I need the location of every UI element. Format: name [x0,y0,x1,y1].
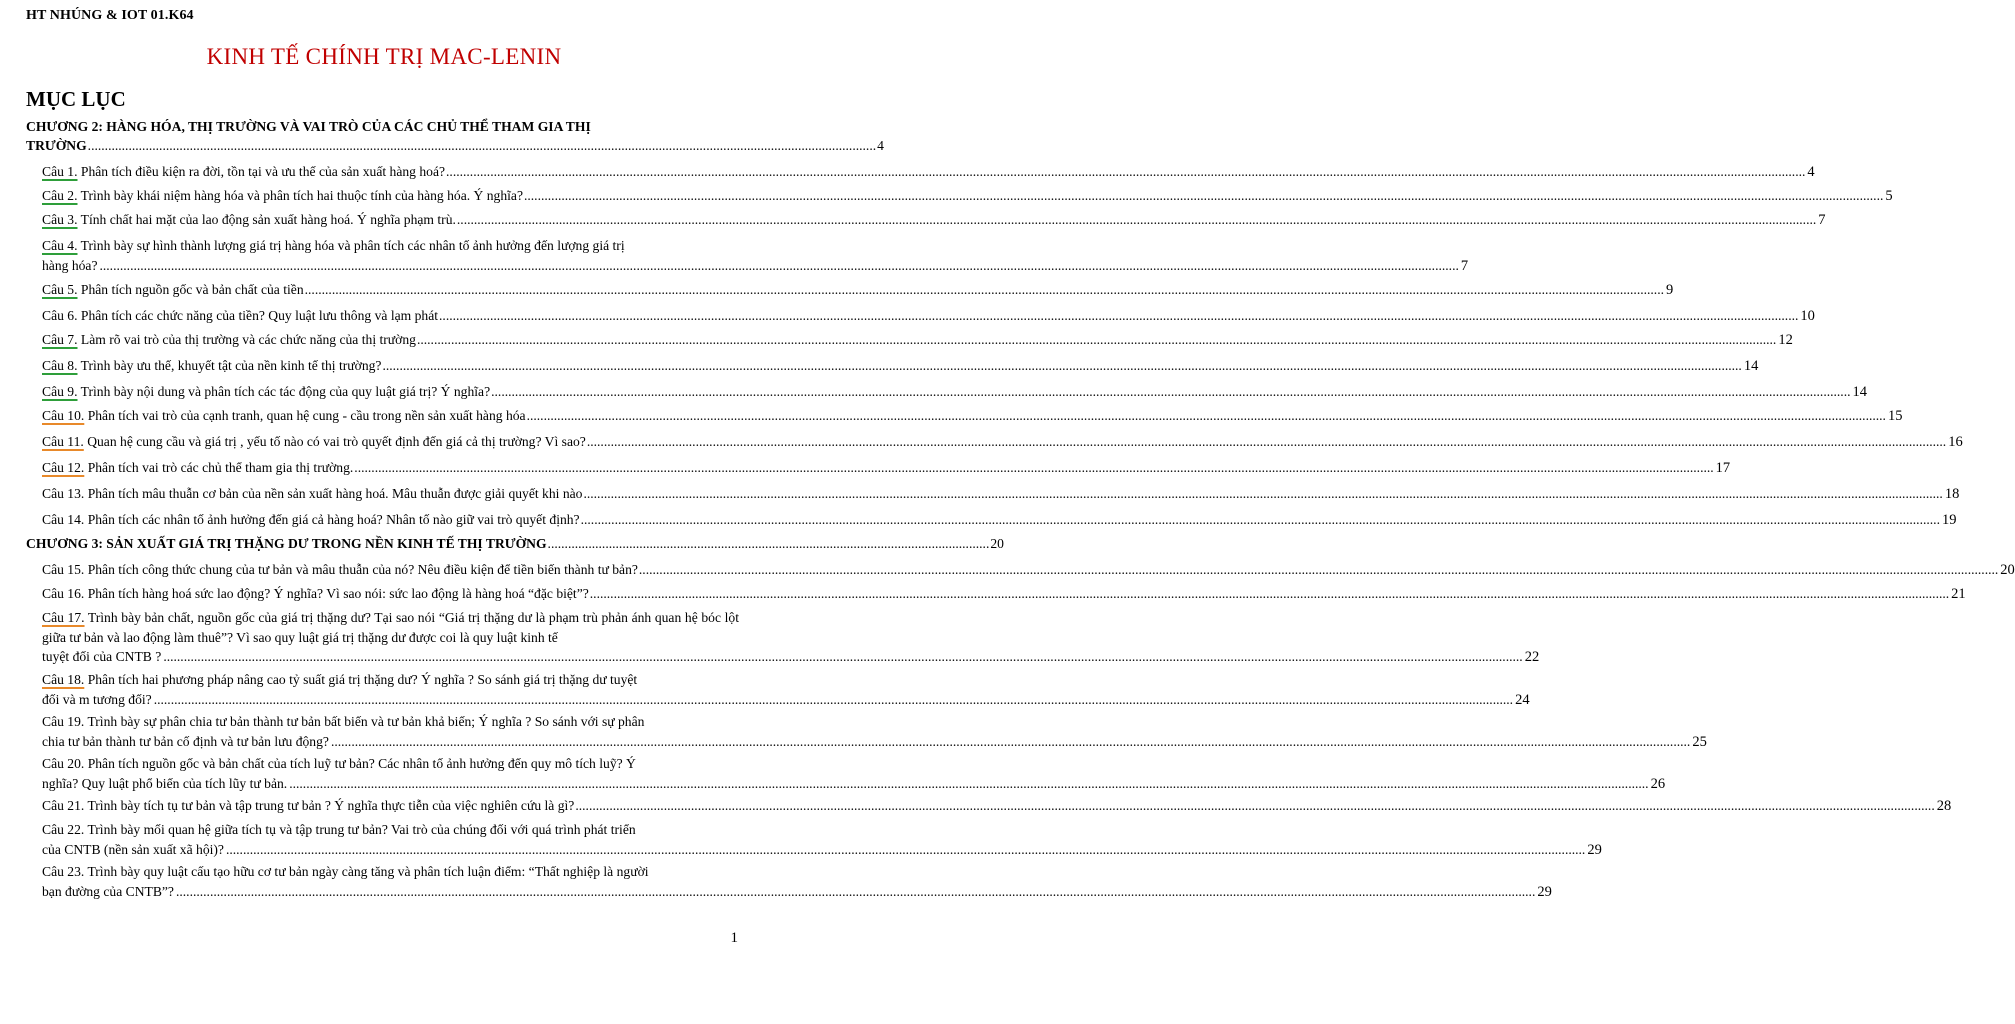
dot-leader: ................................................................................................................................................................................................................................................................................................................................................................................................................ [575,798,1935,813]
toc-page-number: 5 [1885,188,1893,204]
dot-leader: ................................................................................................................................................................................................................................................................................................................................................................................................................ [289,775,1649,791]
toc-entry[interactable] [42,820,1602,860]
toc-entry[interactable] [42,608,1540,668]
question-text-end: của CNTB (nền sản xuất xã hội)? [42,841,224,857]
question-text: Phân tích công thức chung của tư bản và mâu thuẫn của nó? Nêu điều kiện để tiền biến thành tư bản? [84,562,638,577]
document-header: HT NHÚNG & IOT 01.K64 [26,8,194,23]
question-number: Câu 15. [42,562,85,577]
toc-entry[interactable] [42,186,1893,207]
question-text-end: hàng hóa? [42,257,98,273]
dot-leader: ................................................................................................................................................................................................................................................................................................................................................................................................................ [523,188,1884,203]
dot-leader: ................................................................................................................................................................................................................................................................................................................................................................................................................ [382,358,1742,373]
question-text-end: bạn đường của CNTB”? [42,883,174,899]
toc-page-number: 4 [1807,164,1815,180]
toc-entry[interactable] [42,484,1960,505]
question-number: Câu 1. [42,164,78,179]
toc-entry[interactable] [42,458,1731,479]
question-text: Phân tích vai trò các chủ thể tham gia thị trường. [84,460,354,475]
question-text: Làm rõ vai trò của thị trường và các chức năng của thị trường [77,332,416,347]
document-title: KINH TẾ CHÍNH TRỊ MAC-LENIN [206,44,562,69]
question-text: Trình bày sự hình thành lượng giá trị hàng hóa và phân tích các nhân tố ảnh hưởng đến lượng giá trị [77,238,625,253]
dot-leader: ................................................................................................................................................................................................................................................................................................................................................................................................................ [439,308,1799,323]
question-text: Phân tích hai phương pháp nâng cao tỷ suất giá trị thặng dư? Ý nghĩa ? So sánh giá trị thặng dư tuyệt [84,672,638,687]
toc-page-number: 29 [1537,883,1552,900]
dot-leader: ................................................................................................................................................................................................................................................................................................................................................................................................................ [225,841,1586,857]
question-number: Câu 10. [42,408,85,423]
question-text: Trình bày nội dung và phân tích các tác động của quy luật giá trị? Ý nghĩa? [77,384,491,399]
toc-page-number: 24 [1515,691,1530,708]
question-text-end: đối và m tương đối? [42,691,152,707]
toc-entry[interactable] [42,670,1530,710]
chapter-2-title-line2: TRƯỜNG [26,138,87,153]
question-text: Phân tích nguồn gốc và bản chất của tiền [77,282,304,297]
dot-leader: .................................................................................................................................. [547,536,990,551]
question-text: Trình bày sự phân chia tư bản thành tư bản bất biến và tư bản khả biến; Ý nghĩa ? So sánh với sự phân [84,714,645,729]
toc-entry[interactable] [42,712,1707,752]
toc-entry[interactable] [42,356,1759,377]
dot-leader: ................................................................................................................................................................................................................................................................................................................................................................................................................ [330,733,1691,749]
question-text: Phân tích nguồn gốc và bản chất của tích luỹ tư bản? Các nhân tố ảnh hưởng đến quy mô tích luỹ? Ý [84,756,636,771]
question-text-end: nghĩa? Quy luật phổ biến của tích lũy tư bản. [42,775,288,791]
question-number: Câu 23. [42,864,85,879]
toc-entry[interactable] [42,306,1815,327]
question-text: Quan hệ cung cầu và giá trị , yếu tố nào có vai trò quyết định đến giá cả thị trường? Vì sao? [83,434,586,449]
toc-entry[interactable] [42,406,1903,427]
question-number: Câu 4. [42,238,78,253]
question-number: Câu 2. [42,188,78,203]
toc-page-number: 16 [1948,434,1963,450]
dot-leader: ................................................................................................................................................................................................................................................................................................................................................................................................................ [153,691,1514,707]
question-text-end: tuyệt đối của CNTB ? [42,649,162,665]
toc-entry[interactable] [42,862,1552,902]
toc-entry[interactable] [42,280,1674,301]
toc-page-number: 17 [1715,460,1731,476]
toc-page-number: 21 [1951,586,1966,602]
dot-leader: ................................................................................................................................................................................................................................................................................................................................................................................................................ [586,434,1947,449]
question-number: Câu 12. [42,460,85,475]
toc-page-number: 14 [1852,384,1867,400]
dot-leader: ................................................................................................................................................................................................................................................................................................................................................................................................................ [589,586,1950,601]
question-number: Câu 5. [42,282,78,297]
toc-page-number: 10 [1800,308,1815,324]
question-number: Câu 18. [42,672,85,687]
toc-entry[interactable] [42,432,1963,453]
toc-entry[interactable] [42,382,1867,403]
toc-page-number: 14 [1743,358,1759,374]
toc-entry[interactable] [42,796,1952,817]
dot-leader: ................................................................................................................................................................................................................................................................................................................................................................................................................ [638,562,1999,577]
chapter-2-page: 4 [877,138,884,153]
dot-leader: ................................................................................................................................................................................................................................................................................................................................................................................................................ [416,332,1777,347]
dot-leader: ................................................................................................................................................................................................................................................................................................................................................................................................................ [163,649,1523,665]
dot-leader: ................................................................................................................................................................................................................................................................................................................................................................................................................ [456,212,1817,227]
dot-leader: ................................................................................................................................................................................................................................................................................................................................................................................................................ [446,164,1806,179]
question-number: Câu 16. [42,586,85,601]
toc-entry[interactable] [42,330,1793,351]
dot-leader: ................................................................................................................................................................................................................................................................................................................................................................................................................ [580,512,1940,527]
toc-entry[interactable] [42,210,1826,231]
toc-page-number: 15 [1887,408,1903,424]
question-number: Câu 17. [42,610,85,625]
toc-page-number: 28 [1936,798,1952,814]
toc-page-number: 22 [1524,649,1540,666]
toc-entry[interactable] [42,162,1815,183]
toc-entry[interactable] [42,584,1966,605]
question-text-end: chia tư bản thành tư bản cố định và tư bản lưu động? [42,733,329,749]
dot-leader: ................................................................................................................................................................................................................................................................................................................................................................................................................ [99,257,1459,273]
toc-chapter-2[interactable] [26,117,884,155]
question-text: Tính chất hai mặt của lao động sản xuất hàng hoá. Ý nghĩa phạm trù. [77,212,456,227]
dot-leader: ................................................................................................................................................................................................................................................................................................................................................................................................................ [354,460,1714,475]
toc-page-number: 26 [1650,775,1666,792]
question-number: Câu 13. [42,486,85,501]
dot-leader: ................................................................................................................................................................................................................................................................................................................................................................................................................ [491,384,1851,399]
dot-leader: ........................................................................................................................................................................................................................................ [87,138,877,153]
dot-leader: ................................................................................................................................................................................................................................................................................................................................................................................................................ [583,486,1943,501]
dot-leader: ................................................................................................................................................................................................................................................................................................................................................................................................................ [304,282,1664,297]
toc-heading: MỤC LỤC [26,87,126,111]
question-number: Câu 20. [42,756,85,771]
page-number: 1 [730,930,738,946]
dot-leader: ................................................................................................................................................................................................................................................................................................................................................................................................................ [526,408,1886,423]
question-number: Câu 8. [42,358,78,373]
toc-entry[interactable] [42,560,2015,581]
question-text: Trình bày tích tụ tư bản và tập trung tư bản ? Ý nghĩa thực tiễn của việc nghiên cứu là gì? [84,798,575,813]
toc-page-number: 25 [1692,733,1707,750]
question-text: Trình bày mối quan hệ giữa tích tụ và tập trung tư bản? Vai trò của chúng đối với quá trình phát triển [84,822,636,837]
toc-page-number: 9 [1666,282,1674,298]
toc-page-number: 7 [1460,257,1469,274]
question-text: Phân tích vai trò của cạnh tranh, quan hệ cung - cầu trong nền sản xuất hàng hóa [84,408,526,423]
question-number: Câu 9. [42,384,78,399]
question-number: Câu 22. [42,822,85,837]
question-text: Phân tích mâu thuẫn cơ bản của nền sản xuất hàng hoá. Mâu thuẫn được giải quyết khi nào [84,486,583,501]
question-text: Phân tích hàng hoá sức lao động? Ý nghĩa? Vì sao nói: sức lao động là hàng hoá “đặc biệt”? [84,586,589,601]
chapter-3-title: CHƯƠNG 3: SẢN XUẤT GIÁ TRỊ THẶNG DƯ TRONG NỀN KINH TẾ THỊ TRƯỜNG [26,536,547,551]
chapter-2-title-line1: CHƯƠNG 2: HÀNG HÓA, THỊ TRƯỜNG VÀ VAI TRÒ CỦA CÁC CHỦ THỂ THAM GIA THỊ [26,119,591,134]
question-number: Câu 11. [42,434,84,449]
toc-entry[interactable] [42,754,1666,794]
chapter-3-page: 20 [990,536,1004,551]
dot-leader: ................................................................................................................................................................................................................................................................................................................................................................................................................ [175,883,1536,899]
toc-chapter-3[interactable] [26,534,1004,553]
question-number: Câu 7. [42,332,78,347]
question-text: Trình bày khái niệm hàng hóa và phân tích hai thuộc tính của hàng hóa. Ý nghĩa? [77,188,523,203]
question-number: Câu 6. [42,308,78,323]
question-text: Phân tích các nhân tố ảnh hưởng đến giá cả hàng hoá? Nhân tố nào giữ vai trò quyết định? [84,512,580,527]
toc-page-number: 20 [2000,562,2015,578]
question-text: Phân tích điều kiện ra đời, tồn tại và ưu thế của sản xuất hàng hoá? [77,164,446,179]
question-text: Trình bày ưu thế, khuyết tật của nền kinh tế thị trường? [77,358,382,373]
question-number: Câu 19. [42,714,85,729]
toc-page-number: 7 [1818,212,1826,228]
toc-page-number: 18 [1944,486,1960,502]
toc-page-number: 12 [1778,332,1793,348]
question-text: Trình bày bản chất, nguồn gốc của giá trị thặng dư? Tại sao nói “Giá trị thặng dư là phạm trù phản ánh quan hệ bóc lột giữa tư bản và lao động làm thuê”? Vì sao quy luật giá trị thặng dư được coi là quy luật kinh tế [42,610,739,645]
question-number: Câu 21. [42,798,85,813]
question-text: Phân tích các chức năng của tiền? Quy luật lưu thông và lạm phát [77,308,439,323]
question-text: Trình bày quy luật cấu tạo hữu cơ tư bản ngày càng tăng và phân tích luận điểm: “Thất nghiệp là người [84,864,649,879]
question-number: Câu 3. [42,212,78,227]
toc-page-number: 19 [1941,512,1957,528]
question-number: Câu 14. [42,512,85,527]
toc-entry[interactable] [42,236,1469,276]
toc-page-number: 29 [1587,841,1602,858]
toc-entry[interactable] [42,510,1957,531]
